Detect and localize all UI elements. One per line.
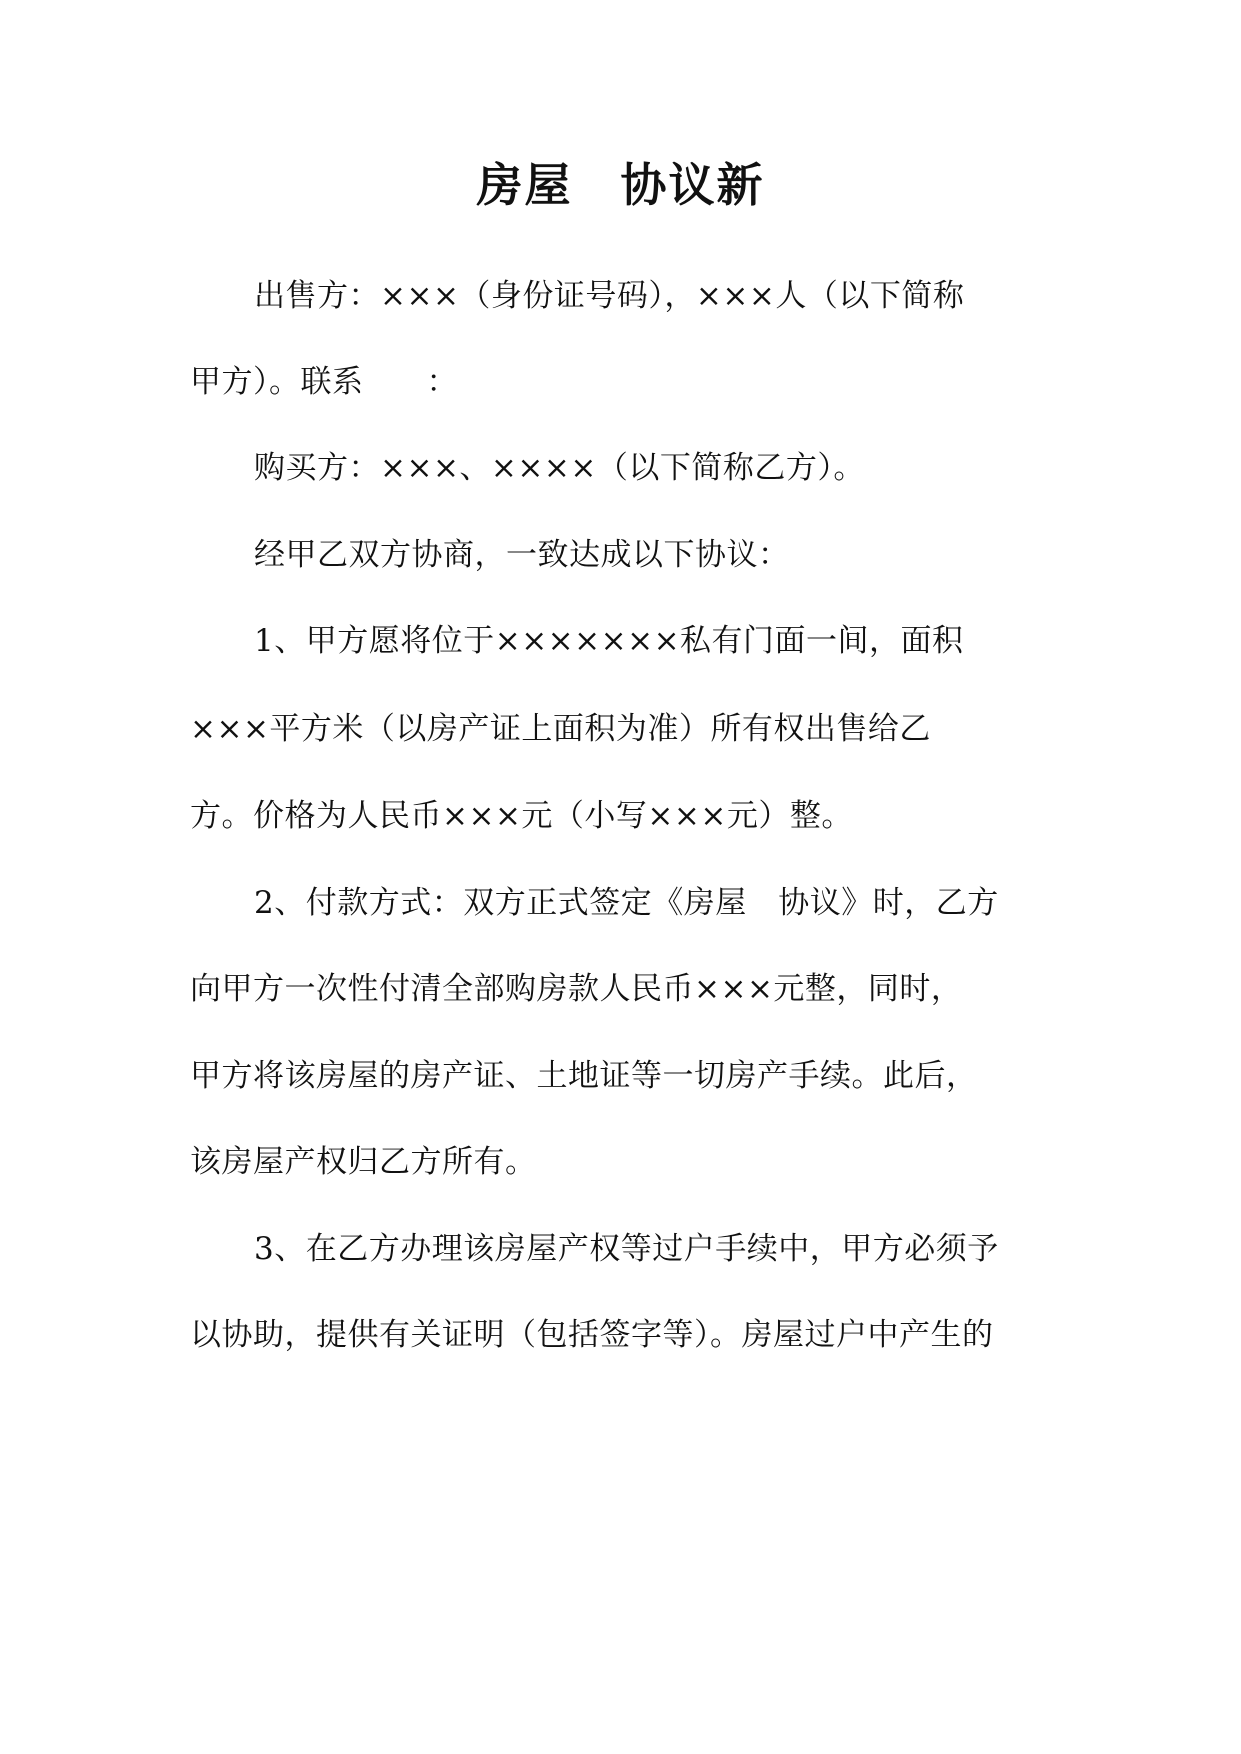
clause-2-line-4: 该房屋产权归乙方所有。 — [190, 1144, 537, 1180]
agreement-intro: 经甲乙双方协商，一致达成以下协议： — [254, 537, 790, 573]
document-title: 房屋 协议新 — [476, 158, 765, 212]
clause-3-line-1: 3、在乙方办理该房屋产权等过户手续中，甲方必须予 — [254, 1231, 999, 1267]
clause-1-line-2: ×××平方米（以房产证上面积为准）所有权出售给乙 — [190, 711, 931, 747]
seller-line-1: 出售方：×××（身份证号码），×××人（以下简称 — [254, 278, 965, 314]
clause-1-line-3: 方。价格为人民币×××元（小写×××元）整。 — [190, 798, 853, 834]
clause-1-line-1: 1、甲方愿将位于×××××××私有门面一间，面积 — [254, 623, 964, 659]
clause-2-line-3: 甲方将该房屋的房产证、土地证等一切房产手续。此后， — [190, 1058, 978, 1094]
clause-2-line-1: 2、付款方式：双方正式签定《房屋 协议》时，乙方 — [254, 885, 999, 921]
clause-3-line-2: 以协助，提供有关证明（包括签字等）。房屋过户中产生的 — [190, 1317, 994, 1353]
buyer-line: 购买方：×××、××××（以下简称乙方）。 — [254, 450, 865, 486]
seller-line-2: 甲方）。联系 ： — [190, 364, 458, 400]
clause-2-line-2: 向甲方一次性付清全部购房款人民币×××元整，同时， — [190, 971, 963, 1007]
